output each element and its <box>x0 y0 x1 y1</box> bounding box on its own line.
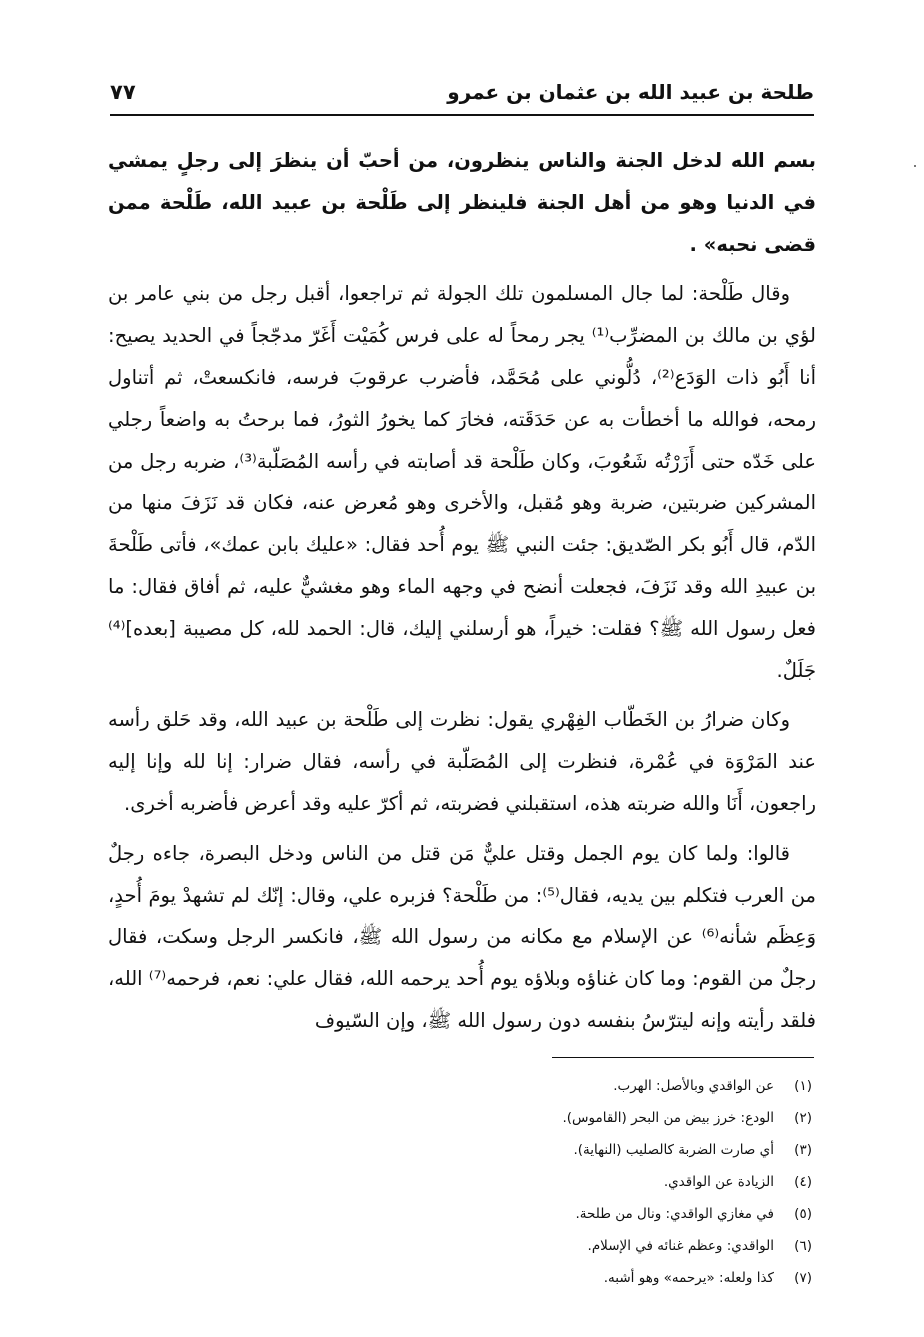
footnote-text: أي صارت الضربة كالصليب (النهاية). <box>573 1142 774 1158</box>
footnotes <box>110 1070 812 1294</box>
footnote-item <box>110 1102 812 1134</box>
footnote-item <box>110 1230 812 1262</box>
footnote-divider <box>552 1057 814 1058</box>
footnote-number: (٧) <box>794 1270 812 1286</box>
footnote-text: كذا ولعله: «يرحمه» وهو أشبه. <box>603 1270 774 1286</box>
body-text <box>108 140 816 1050</box>
paragraph-talha-narration: وقال طَلْحة: لما جال المسلمون تلك الجولة ثم تراجعوا، أقبل رجل من بني عامر بن لؤي بن مالك بن المضرِّب⁽¹⁾ يجر رمحاً له على فرس كُمَيْت أَغَرّ مدجّجاً في الحديد يصيح: أنا أَبُو ذات الوَدَع⁽²⁾، دُلُّوني على مُحَمَّد، فأضرب عرقوبَ فرسه، فانكسعتْ، ثم أتناول رمحه، فوالله ما أخطأت به عن حَدَقَته، فخارَ كما يخورُ الثورُ، فما برحتُ به واضعاً رجلي على خَدّه حتى أَزَرْتُه شَعُوبَ، وكان طَلْحة قد أصابته في رأسه المُصَلّبة⁽³⁾، ضربه رجل من المشركين ضربتين، ضربة وهو مُقبل، والأخرى وهو مُعرض عنه، فكان قد نَزَفَ منها من الدّم، قال أَبُو بكر الصّديق: جئت النبي ﷺ يوم أُحد فقال: «عليك بابن عمك»، فأتى طَلْحةَ بن عبيدِ الله وقد نَزَفَ، فجعلت أنضح في وجهه الماء وهو مغشيٌّ عليه، ثم أفاق فقال: ما فعل رسول الله ﷺ؟ فقلت: خيراً، هو أرسلني إليك، قال: الحمد لله، كل مصيبة [بعده]⁽⁴⁾ جَلَلٌ. <box>108 282 816 682</box>
footnote-text: عن الواقدي وبالأصل: الهرب. <box>613 1078 774 1094</box>
footnote-number: (٦) <box>794 1238 812 1254</box>
footnote-number: (١) <box>794 1078 812 1094</box>
footnote-item <box>110 1070 812 1102</box>
footnote-number: (٢) <box>794 1110 812 1126</box>
running-title: طلحة بن عبيد الله بن عثمان بن عمرو <box>447 80 814 104</box>
page-number: ٧٧ <box>110 80 136 104</box>
scan-margin-mark <box>914 165 916 167</box>
opening-paragraph: بسم الله لدخل الجنة والناس ينظرون، من أحبّ أن ينظرَ إلى رجلٍ يمشي في الدنيا وهو من أهل الجنة فلينظر إلى طَلْحة بن عبيد الله، طَلْحة ممن قضى نحبه» . <box>108 149 816 256</box>
paragraph-day-of-camel: قالوا: ولما كان يوم الجمل وقتل عليٌّ مَن قتل من الناس ودخل البصرة، جاءه رجلٌ من العرب فتكلم بين يديه، فقال⁽⁵⁾: من طَلْحة؟ فزبره علي، وقال: إنّك لم تشهدْ يومَ أُحدٍ، وَعِظَم شأنه⁽⁶⁾ عن الإسلام مع مكانه من رسول الله ﷺ، فانكسر الرجل وسكت، فقال رجلٌ من القوم: وما كان غناؤه وبلاؤه يوم أُحد يرحمه الله، فقال علي: نعم، فرحمه⁽⁷⁾ الله، فلقد رأيته وإنه ليترّسُ بنفسه دون رسول الله ﷺ، وإن السّيوف <box>108 841 816 1032</box>
footnote-number: (٣) <box>794 1142 812 1158</box>
footnote-item <box>110 1198 812 1230</box>
paragraph-dirar: وكان ضرارُ بن الخَطّاب الفِهْري يقول: نظرت إلى طَلْحة بن عبيد الله، وقد حَلق رأسه عند المَرْوَة في عُمْرة، فنظرت إلى المُصَلّبة في رأسه، فقال ضرار: إنا لله وإنا إليه راجعون، أَنَا والله ضربته هذه، استقبلني فضربته، ثم أكرّ عليه وقد أعرض فأضربه أخرى. <box>108 708 816 815</box>
footnote-item <box>110 1166 812 1198</box>
footnote-item <box>110 1134 812 1166</box>
footnote-text: الزيادة عن الواقدي. <box>663 1174 774 1190</box>
footnote-text: الودع: خرز بيض من البحر (القاموس). <box>562 1110 774 1126</box>
footnote-item <box>110 1262 812 1294</box>
footnote-text: الواقدي: وعظم غنائه في الإسلام. <box>587 1238 774 1254</box>
footnote-number: (٤) <box>794 1174 812 1190</box>
footnote-text: في مغازي الواقدي: ونال من طلحة. <box>575 1206 774 1222</box>
footnote-number: (٥) <box>794 1206 812 1222</box>
page-header <box>110 70 814 116</box>
